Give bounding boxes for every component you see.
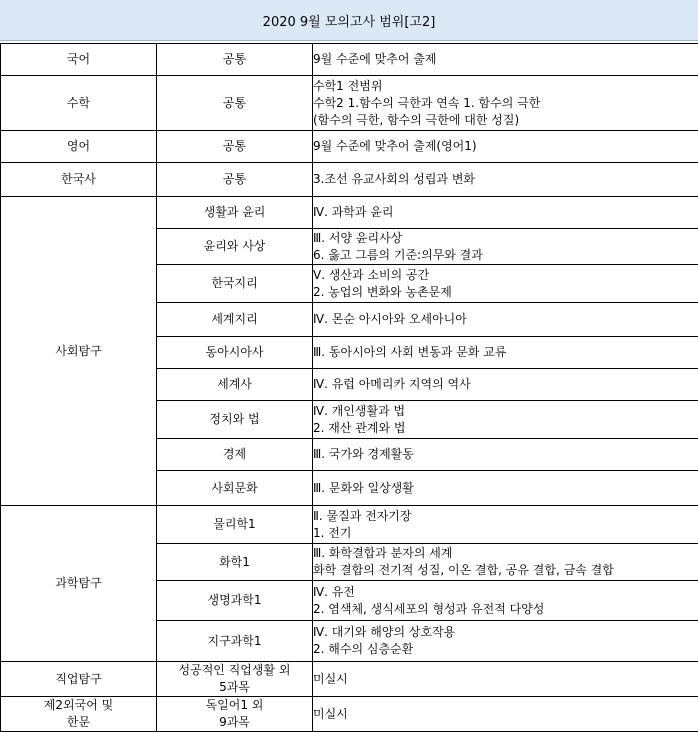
range-line: Ⅲ. 국가와 경제활동 (313, 446, 698, 463)
range-cell (313, 131, 698, 163)
range-cell (313, 44, 698, 76)
table-row (1, 697, 698, 732)
range-cell (313, 303, 698, 337)
subject-cell: 공통 (157, 76, 313, 131)
range-cell (313, 581, 698, 621)
subject-cell: 물리학1 (157, 506, 313, 544)
range-line: 9월 수준에 맞추어 출제 (313, 51, 698, 68)
category-line: 제2외국어 및 (1, 697, 156, 714)
subject-cell: 사회문화 (157, 471, 313, 506)
range-cell (313, 197, 698, 229)
subject-line: 9과목 (157, 714, 312, 731)
range-line: Ⅳ. 대기와 해양의 상호작용 (313, 624, 698, 641)
category-cell: 과학탐구 (1, 506, 157, 662)
exam-range-table (0, 43, 698, 732)
subject-cell: 지구과학1 (157, 621, 313, 662)
category-cell: 직업탐구 (1, 662, 157, 697)
subject-cell: 세계사 (157, 369, 313, 401)
range-line: 2. 해수의 심층순환 (313, 641, 698, 658)
range-line: Ⅳ. 개인생활과 법 (313, 403, 698, 420)
table-row (1, 197, 698, 229)
range-line: Ⅳ. 유전 (313, 584, 698, 601)
range-line: (함수의 극한, 함수의 극한에 대한 성질) (313, 112, 698, 129)
range-cell (313, 697, 698, 732)
range-line: Ⅳ. 몬순 아시아와 오세아니아 (313, 311, 698, 328)
range-cell (313, 544, 698, 581)
range-line: Ⅳ. 과학과 윤리 (313, 204, 698, 221)
subject-cell: 정치와 법 (157, 401, 313, 439)
subject-cell: 윤리와 사상 (157, 229, 313, 265)
range-line: 수학1 전범위 (313, 78, 698, 95)
subject-cell: 한국지리 (157, 265, 313, 303)
subject-cell: 경제 (157, 439, 313, 471)
range-cell (313, 439, 698, 471)
range-cell (313, 401, 698, 439)
subject-line: 성공적인 직업생활 외 (157, 662, 312, 679)
range-line: 2. 농업의 변화와 농촌문제 (313, 284, 698, 301)
table-row (1, 506, 698, 544)
subject-line: 5과목 (157, 679, 312, 696)
category-line: 한문 (1, 714, 156, 731)
subject-cell: 화학1 (157, 544, 313, 581)
range-cell (313, 471, 698, 506)
table-row (1, 76, 698, 131)
category-cell: 국어 (1, 44, 157, 76)
category-cell: 사회탐구 (1, 197, 157, 506)
range-line: 화학 결합의 전기적 성질, 이온 결합, 공유 결합, 금속 결합 (313, 562, 698, 579)
range-line: Ⅲ. 화학결합과 분자의 세계 (313, 545, 698, 562)
subject-cell (157, 662, 313, 697)
subject-cell: 공통 (157, 131, 313, 163)
range-line: 미실시 (313, 671, 698, 688)
category-cell (1, 697, 157, 732)
subject-cell: 생명과학1 (157, 581, 313, 621)
range-line: 미실시 (313, 706, 698, 723)
range-cell (313, 76, 698, 131)
range-line: 1. 전기 (313, 525, 698, 542)
range-cell (313, 621, 698, 662)
table-row (1, 163, 698, 197)
subject-cell (157, 697, 313, 732)
range-line: 2. 재산 관계와 법 (313, 420, 698, 437)
category-cell: 한국사 (1, 163, 157, 197)
range-cell (313, 229, 698, 265)
range-line: Ⅳ. 유럽 아메리카 지역의 역사 (313, 376, 698, 393)
category-cell: 수학 (1, 76, 157, 131)
range-cell (313, 265, 698, 303)
range-cell (313, 506, 698, 544)
range-cell (313, 369, 698, 401)
range-line: 2. 염색체, 생식세포의 형성과 유전적 다양성 (313, 601, 698, 618)
range-line: Ⅴ. 생산과 소비의 공간 (313, 267, 698, 284)
range-cell (313, 163, 698, 197)
range-line: Ⅲ. 문화와 일상생활 (313, 480, 698, 497)
subject-cell: 공통 (157, 44, 313, 76)
range-cell (313, 662, 698, 697)
range-line: 6. 옳고 그름의 기준:의무와 결과 (313, 247, 698, 264)
range-line: Ⅲ. 동아시아의 사회 변동과 문화 교류 (313, 344, 698, 361)
subject-cell: 동아시아사 (157, 337, 313, 369)
category-cell: 영어 (1, 131, 157, 163)
subject-cell: 공통 (157, 163, 313, 197)
table-row (1, 131, 698, 163)
range-line: 9월 수준에 맞추어 출제(영어1) (313, 138, 698, 155)
range-line: Ⅲ. 서양 윤리사상 (313, 230, 698, 247)
subject-line: 독일어1 외 (157, 697, 312, 714)
range-cell (313, 337, 698, 369)
page-title: 2020 9월 모의고사 범위[고2] (0, 0, 698, 41)
range-line: 수학2 1.함수의 극한과 연속 1. 함수의 극한 (313, 95, 698, 112)
subject-cell: 세계지리 (157, 303, 313, 337)
range-line: Ⅱ. 물질과 전자기장 (313, 508, 698, 525)
subject-cell: 생활과 윤리 (157, 197, 313, 229)
table-row (1, 44, 698, 76)
range-line: 3.조선 유교사회의 성립과 변화 (313, 171, 698, 188)
table-row (1, 662, 698, 697)
